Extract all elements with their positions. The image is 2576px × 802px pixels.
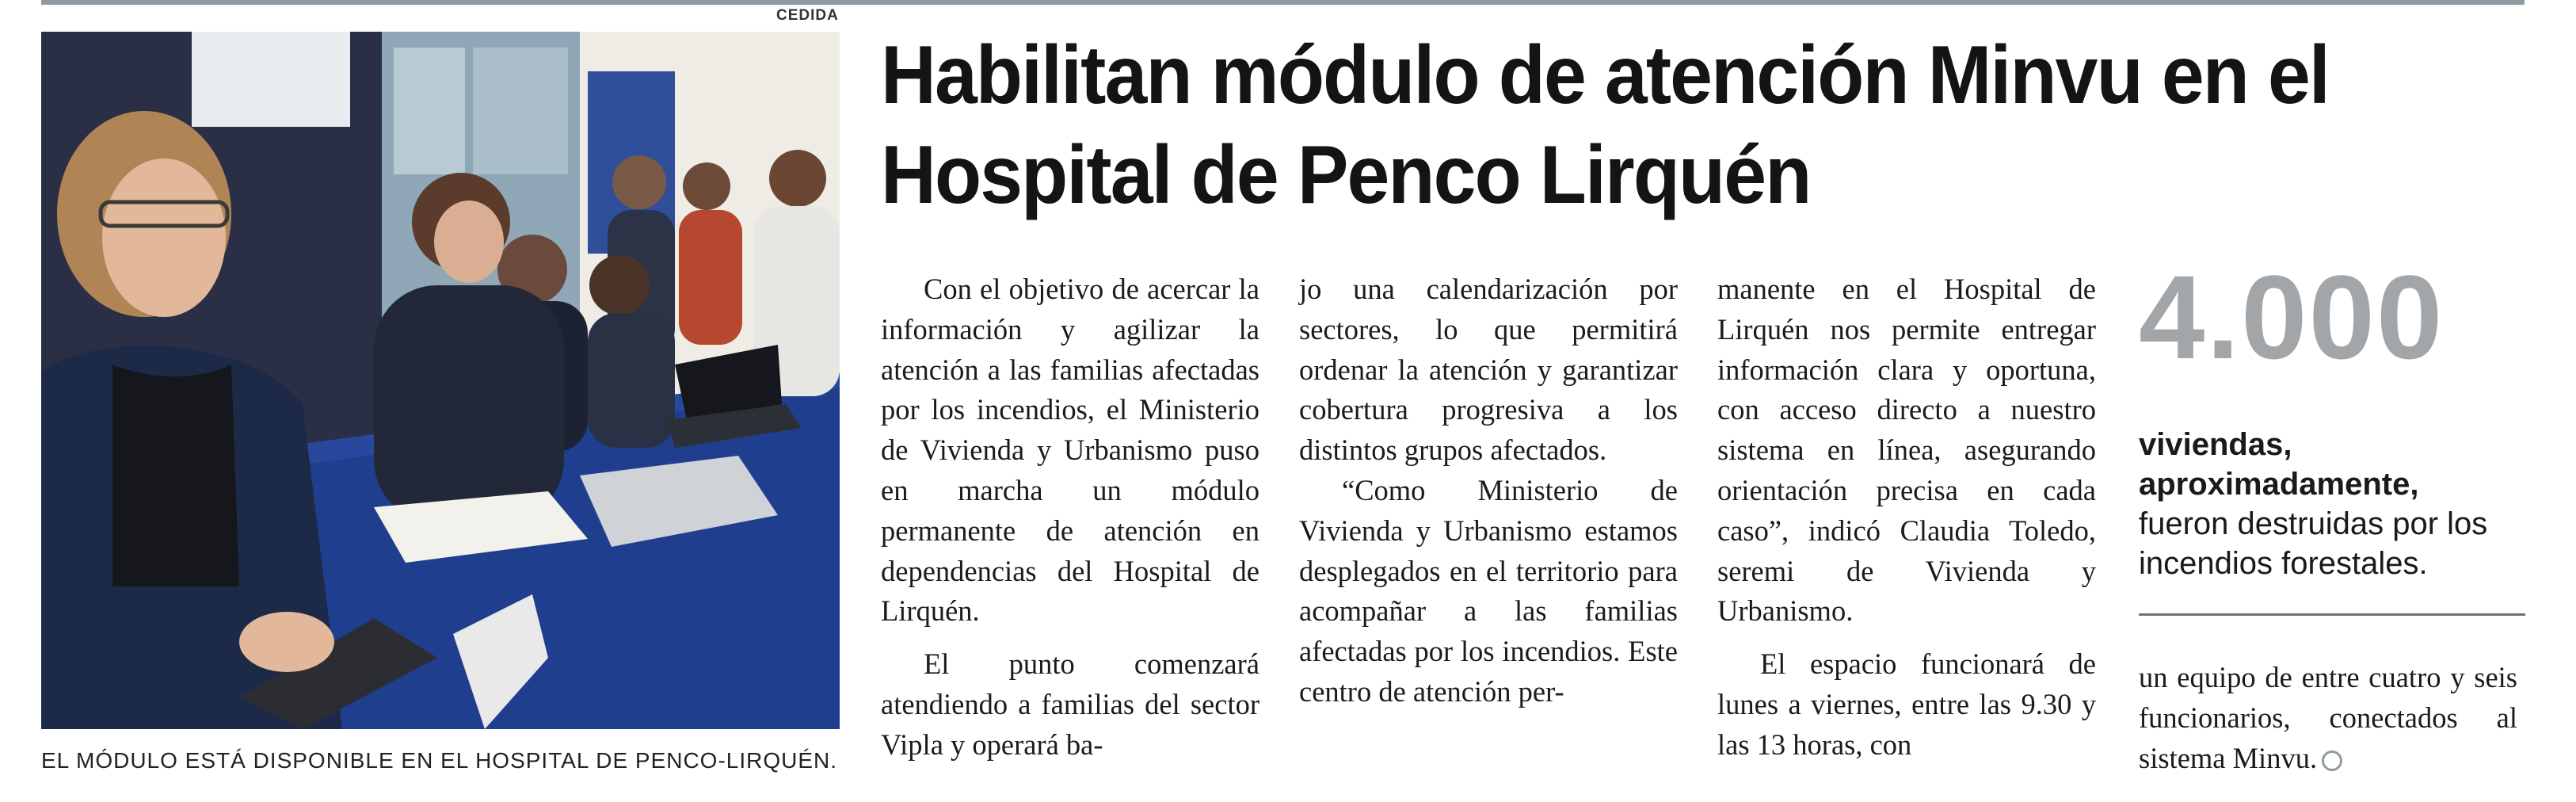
body-paragraph: jo una calendarización por sectores, lo que permitirá ordenar la atención y garantizar cobertura progresiva a los distintos grupos afectados. bbox=[1299, 273, 1678, 467]
photo-credit: CEDIDA bbox=[776, 7, 839, 24]
stat-divider bbox=[2139, 613, 2525, 616]
stat-number: 4.000 bbox=[2139, 250, 2445, 384]
body-paragraph: El punto comenzará atendiendo a familias del sector Vipla y operará ba- bbox=[881, 647, 1259, 761]
body-paragraph: “Como Ministerio de Vivienda y Urbanismo estamos desplegados en el territorio para acompañar a las familias afectadas por los incendios. Este centro de atención per- bbox=[1299, 473, 1678, 708]
photo-illustration bbox=[41, 32, 840, 729]
body-text: un equipo de entre cuatro y seis funcionarios, conectados al sistema Minvu. bbox=[2139, 661, 2517, 774]
stat-rest-text: fueron destruidas por los incendios forestales. bbox=[2139, 506, 2488, 581]
article-headline: Habilitan módulo de atención Minvu en el Hospital de Penco Lirquén bbox=[881, 29, 2329, 221]
end-of-article-icon bbox=[2322, 750, 2342, 771]
stat-bold-text: viviendas, aproximadamente, bbox=[2139, 427, 2419, 502]
body-column-3 bbox=[1717, 269, 2096, 766]
body-paragraph: Con el objetivo de acercar la información y agilizar la atención a las familias afectadas por los incendios, el Ministerio de Vivienda y Urbanismo puso en marcha un módulo permanente de atención en dependencias del Hospital de Lirquén. bbox=[881, 273, 1259, 628]
top-rule bbox=[41, 0, 2525, 5]
body-paragraph bbox=[2139, 658, 2517, 778]
body-column-2 bbox=[1299, 269, 1678, 712]
stat-description bbox=[2139, 425, 2503, 583]
body-column-4 bbox=[2139, 658, 2517, 778]
body-paragraph: El espacio funcionará de lunes a viernes, entre las 9.30 y las 13 horas, con bbox=[1717, 647, 2096, 761]
body-column-1 bbox=[881, 269, 1259, 766]
body-paragraph: manente en el Hospital de Lirquén nos permite entregar información clara y oportuna, con acceso directo a nuestro sistema en línea, asegurando orientación precisa en cada caso”, indicó Claudia Toledo, seremi de Vivienda y Urbanismo. bbox=[1717, 273, 2096, 628]
photo-caption: EL MÓDULO ESTÁ DISPONIBLE EN EL HOSPITAL DE PENCO-LIRQUÉN. bbox=[41, 748, 838, 773]
article-photo bbox=[41, 32, 840, 729]
